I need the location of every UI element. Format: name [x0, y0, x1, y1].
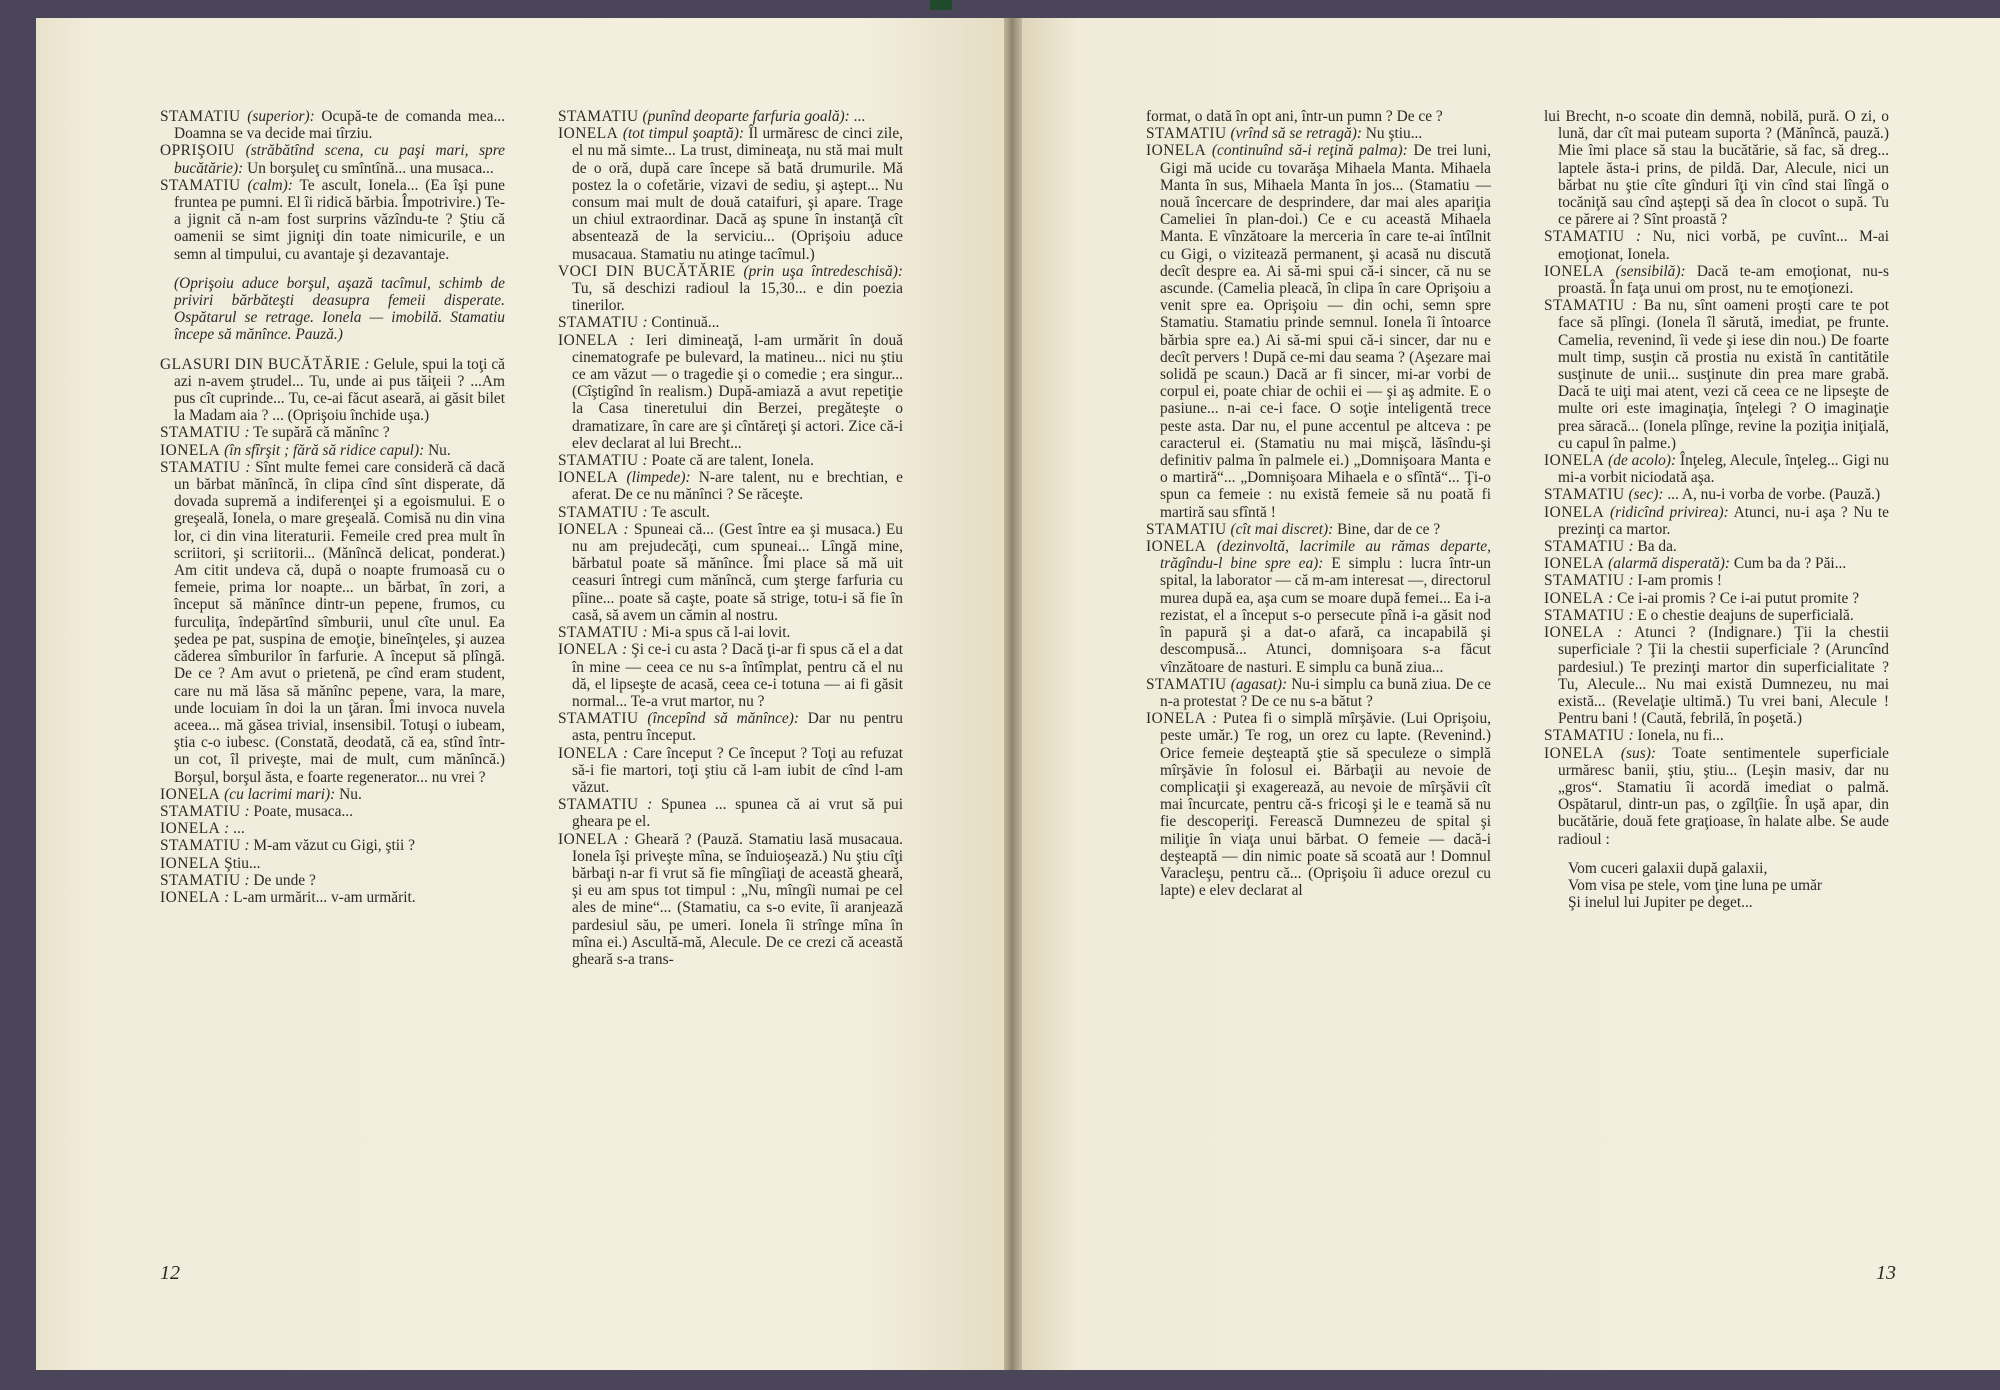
speech-text: Poate că are talent, Ionela.: [647, 452, 814, 470]
speech-text: Înţeleg, Alecule, înţeleg... Gigi nu mi-a vorbit niciodată aşa.: [1558, 452, 1889, 487]
speech-text: Ba nu, sînt oameni proşti care te pot face să plîngi. (Ionela îl sărută, imediat, pe frunte. Camelia, revenind, îi vede şi iese din nou.) De foarte mult timp, susţin că prostia nu există în cantitătile susţinute de unii... susţinute din prea mare grabă. Dacă te uiţi mai atent, vezi că ceea ce ne lipseşte de multe ori este imaginaţia, înţelegi ? O imaginaţie prea săracă... (Ionela plînge, revine la poziţia iniţială, cu capul în palme.): [1558, 297, 1889, 452]
speaker-name: IONELA: [1544, 452, 1605, 470]
speech-text: Atunci, nu-i aşa ? Nu te prezinţi ca martor.: [1558, 503, 1889, 538]
dialogue-line: [558, 108, 903, 125]
speaker-name: IONELA: [558, 125, 619, 143]
dialogue-line: [160, 855, 505, 872]
speech-text: Nu.: [335, 785, 362, 803]
text-column-2: [558, 108, 903, 968]
dialogue-line: [160, 837, 505, 854]
dialogue-line: [1146, 538, 1491, 676]
speaker-direction: (dezinvoltă, lacrimile au rămas departe, trăgîndu-l bine spre ea):: [1160, 538, 1491, 573]
speaker-name: IONELA: [1146, 710, 1207, 728]
speaker-name: STAMATIU: [558, 452, 639, 470]
speaker-name: STAMATIU: [1146, 125, 1227, 143]
dialogue-line: [1544, 624, 1889, 727]
dialogue-line: [160, 177, 505, 263]
dialogue-line: [1146, 710, 1491, 899]
speaker-name: VOCI DIN BUCĂTĂRIE: [558, 262, 736, 280]
speech-text: I-am promis !: [1633, 572, 1723, 590]
speaker-direction: :: [623, 744, 629, 762]
dialogue-line: [1544, 263, 1889, 297]
dialogue-line: [558, 332, 903, 452]
speaker-name: IONELA: [1544, 744, 1605, 762]
speech-text: Ionela, nu fi...: [1633, 727, 1724, 745]
speech-text: Mi-a spus că l-ai lovit.: [647, 624, 791, 642]
dialogue-line: [1544, 228, 1889, 262]
dialogue-line: [1146, 521, 1491, 538]
speaker-name: IONELA: [1544, 589, 1605, 607]
dialogue-line: [1544, 590, 1889, 607]
speaker-name: IONELA: [160, 441, 221, 459]
speech-text: Te supără că mănînc ?: [249, 424, 390, 442]
speaker-name: IONELA: [558, 641, 619, 659]
speaker-name: STAMATIU: [558, 314, 639, 332]
speaker-direction: :: [364, 355, 370, 373]
dialogue-line: [558, 469, 903, 503]
speaker-direction: :: [224, 888, 230, 906]
speaker-direction: (străbătînd scena, cu paşi mari, spre bucătărie):: [174, 142, 506, 177]
speech-text: Spunea ... spunea că ai vrut să pui gheara pe el.: [572, 796, 903, 831]
dialogue-line: [1544, 504, 1889, 538]
speech-text: Nu ştiu...: [1361, 125, 1423, 143]
dialogue-line: [1544, 297, 1889, 452]
speech-text: Te ascult.: [647, 503, 710, 521]
speaker-direction: :: [244, 871, 250, 889]
speaker-direction: (începînd să mănînce):: [647, 710, 799, 728]
speaker-name: IONELA: [160, 888, 221, 906]
dialogue-line: [1544, 452, 1889, 486]
verse-line: Şi inelul lui Jupiter pe deget...: [1568, 894, 1753, 912]
speaker-name: STAMATIU: [558, 796, 639, 814]
speech-text: Putea fi o simplă mîrşăvie. (Lui Oprişoiu, peste umăr.) Te rog, un orez cu lapte. (Revenind.) Orice femeie deşteaptă ştie să speculeze o simplă mîrşăvie în folosul ei. Bărbaţii au nevoie de complicaţii şi exagerează, au nevoie de mîrşăvii cît mai încurcate, pentru că-s fricoşi şi le e teamă să nu fie descoperiţi. Ferească Dumnezeu de spital şi miliţie în viaţa unui bărbat. O femeie — dacă-i deşteaptă — din nimic poate să scoată aur ! Domnul Varacleşu, pentru că... (Oprişoiu îi aduce orezul cu lapte) e elev declarat al: [1160, 710, 1491, 900]
speaker-name: STAMATIU: [160, 108, 241, 125]
speech-text: De unde ?: [249, 871, 316, 889]
continued-speech: lui Brecht, n-o scoate din demnă, nobilă, pură. O zi, o lună, dar cît mai puteam suporta ? (Mănîncă, pauză.) Mie îmi place să stau la bucătărie, să fac, să dreg... laptele ăsta-i prins, de pildă. Dar, Alecule, nici un bărbat nu ştie cîte gînduri îţi vin cînd stai lîngă o tocăniţă sau cînd aştepţi să dea în clocot o supă. Tu ce părere ai ? Sînt proastă ?: [1544, 108, 1889, 229]
speech-text: Cum ba da ? Păi...: [1729, 555, 1847, 573]
speaker-name: STAMATIU: [558, 108, 639, 125]
speaker-direction: :: [1628, 727, 1634, 745]
speech-text: Şi ce-i cu asta ? Dacă ţi-ar fi spus că el a dat în mine — ceea ce nu s-a întîmplat, pentru că el nu dă, el lipseşte de acasă, ceea ce-i totuna — ai fi găsit normal... Te-a vrut martor, nu ?: [572, 641, 903, 710]
speaker-name: STAMATIU: [558, 503, 639, 521]
speech-text: N-are talent, nu e brechtian, e aferat. De ce nu mănînci ? Se răceşte.: [572, 469, 903, 504]
speaker-direction: :: [1631, 297, 1637, 315]
speaker-direction: (calm):: [247, 176, 293, 194]
speech-text: Toate sentimentele superficiale urmăresc banii, ştiu, ştiu... (Leşin masiv, dar nu „gros“. Stamatiu îi acordă imediat o palmă. Ospătarul, dintr-un pas, o zgîlţîie. În uşă apar, din bucătărie, două fete graţioase, în halate albe. Se aude radioul :: [1558, 744, 1889, 848]
ribbon-bookmark: [930, 0, 952, 10]
dialogue-line: [1544, 486, 1889, 503]
speaker-direction: :: [1628, 572, 1634, 590]
speaker-direction: (de acolo):: [1608, 452, 1677, 470]
speaker-direction: :: [1212, 710, 1218, 728]
speech-text: E o chestie deajuns de superficială.: [1633, 606, 1854, 624]
dialogue-line: [1544, 538, 1889, 555]
speaker-name: STAMATIU: [1146, 675, 1227, 693]
dialogue-line: [160, 786, 505, 803]
speaker-direction: :: [642, 314, 648, 332]
speaker-direction: (punînd deoparte farfuria goală):: [642, 108, 850, 125]
dialogue-line: [558, 745, 903, 797]
speaker-direction: :: [1608, 589, 1614, 607]
speech-text: Gelule, spui la toţi că azi n-avem ştrudel... Tu, unde ai pus tăiţeii ? ...Am pus cît cuprinde... Tu, ce-ai făcut aseară, ai găsit bilet la Madam aia ? ... (Oprişoiu închide uşa.): [174, 355, 505, 425]
speaker-name: STAMATIU: [558, 624, 639, 642]
speaker-direction: :: [1628, 538, 1634, 556]
speaker-direction: (vrînd să se retragă):: [1230, 125, 1362, 143]
dialogue-line: [1544, 745, 1889, 848]
dialogue-line: [1544, 555, 1889, 572]
speech-text: Nu, nici vorbă, pe cuvînt... M-ai emoţionat, Ionela.: [1558, 228, 1889, 263]
speaker-direction: (sus):: [1620, 744, 1656, 762]
speaker-direction: :: [1617, 624, 1623, 642]
dialogue-line: [160, 803, 505, 820]
speaker-direction: (în sfîrşit ; fără să ridice capul):: [224, 441, 425, 459]
cover-edge-top: [0, 0, 2000, 18]
speech-text: Ce i-ai promis ? Ce i-ai putut promite ?: [1613, 589, 1860, 607]
speaker-name: IONELA: [1544, 262, 1605, 280]
speech-text: Un borşuleţ cu smîntînă... una musaca...: [243, 159, 494, 177]
dialogue-line: [558, 263, 903, 315]
speech-text: Bine, dar de ce ?: [1333, 520, 1441, 538]
speaker-name: IONELA: [160, 820, 221, 838]
speaker-name: IONELA: [558, 830, 619, 848]
speaker-direction: :: [642, 503, 648, 521]
speaker-direction: :: [647, 796, 653, 814]
speaker-direction: :: [1636, 228, 1642, 246]
dialogue-line: [558, 641, 903, 710]
speaker-name: STAMATIU: [1544, 606, 1625, 624]
speaker-direction: :: [244, 424, 250, 442]
dialogue-line: [160, 424, 505, 441]
speaker-name: IONELA: [558, 520, 619, 538]
speech-text: Ieri dimineaţă, l-am urmărit în două cinematografe pe bulevard, la matineu... nici nu ştiu ce am văzut — o tragedie şi o comedie ; era singur... (Cîştigînd în realism.) După-amiază a avut repetiţie la Casa tineretului din Berzei, pregăteşte o dramatizare, în care are şi cîntăreţi şi actori. Zice că-i elev declarat al lui Brecht...: [572, 331, 903, 452]
dialogue-line: [1146, 125, 1491, 142]
speaker-direction: :: [244, 837, 250, 855]
speech-text: Dar nu pentru asta, pentru început.: [572, 710, 903, 745]
speaker-name: STAMATIU: [160, 871, 241, 889]
speaker-name: STAMATIU: [1544, 297, 1625, 315]
dialogue-line: [558, 831, 903, 969]
speaker-direction: :: [629, 331, 635, 349]
speaker-name: IONELA: [160, 854, 221, 872]
dialogue-line: [160, 108, 505, 142]
dialogue-line: [558, 710, 903, 744]
speaker-name: IONELA: [558, 469, 619, 487]
continued-speech: format, o dată în opt ani, într-un pumn ? De ce ?: [1146, 108, 1443, 125]
speaker-direction: (prin uşa întredeschisă):: [743, 262, 903, 280]
speech-text: Tu, să deschizi radioul la 15,30... e din poezia tinerilor.: [572, 280, 903, 315]
dialogue-line: [1146, 142, 1491, 520]
dialogue-line: [1544, 607, 1889, 624]
dialogue-line: [160, 356, 505, 425]
speech-text: Dacă te-am emoţionat, nu-s proastă. În faţa unui om prost, nu te emoţionezi.: [1558, 262, 1889, 298]
speaker-name: STAMATIU: [1544, 228, 1625, 246]
speaker-name: IONELA: [1146, 538, 1207, 556]
speaker-direction: :: [623, 830, 630, 848]
speech-text: ...: [849, 108, 866, 125]
stage-direction: (Oprişoiu aduce borşul, aşază tacîmul, schimb de priviri bărbăteşti deasupra femeii disperate. Ospătarul se retrage. Ionela — imobilă. Stamatiu începe să mănînce. Pauză.): [174, 274, 505, 344]
speech-text: E simplu : lucra într-un spital, la laborator — că m-am interesat —, directorul murea după ea, aşa cum se moare după femei... Ea i-a rezistat, el a început s-o persecute pînă i-a găsit nod în papură şi a dat-o afară, ca incapabilă şi descompusă... Atunci, domnişoara s-a făcut vînzătoare de nasturi. E simplu ca bună ziua...: [1160, 555, 1491, 676]
speaker-name: IONELA: [558, 331, 619, 349]
speech-text: Care început ? Ce început ? Toţi au refuzat să-i fie martori, toţi ştiu că l-am iubit de cînd l-am văzut.: [572, 744, 903, 796]
speech-text: M-am văzut cu Gigi, ştii ?: [249, 837, 415, 855]
speaker-direction: (ridicînd privirea):: [1609, 503, 1729, 521]
dialogue-line: [558, 125, 903, 263]
speaker-name: IONELA: [160, 785, 221, 803]
speech-text: Atunci ? (Indignare.) Ţii la chestii superficiale ? Ţii la chestii superficiale ? (Aruncînd pardesiul.) Te prezinţi martor din superficialitate ? Tu, Alecule... Nu mai există Dumnezeu, nu mai există... (Revelaţie ultimă.) Tu vrei bani, Alecule ! Pentru bani ! (Caută, febrilă, în poşetă.): [1558, 624, 1889, 728]
dialogue-line: [558, 624, 903, 641]
book-gutter: [1004, 18, 1022, 1370]
speaker-name: STAMATIU: [160, 458, 241, 476]
speech-text: Poate, musaca...: [249, 802, 354, 820]
dialogue-line: [558, 504, 903, 521]
speaker-direction: :: [622, 641, 628, 659]
speaker-name: STAMATIU: [1544, 486, 1625, 504]
speaker-name: STAMATIU: [1544, 727, 1625, 745]
speech-text: Ocupă-te de comanda mea... Doamna se va decide mai tîrziu.: [174, 108, 506, 143]
speaker-name: STAMATIU: [160, 837, 241, 855]
speaker-direction: :: [224, 820, 230, 838]
speaker-direction: (agasat):: [1230, 675, 1288, 693]
speaker-name: GLASURI DIN BUCĂTĂRIE: [160, 355, 361, 373]
text-column-4: [1544, 108, 1889, 911]
dialogue-line: [1146, 676, 1491, 710]
speaker-direction: (cît mai discret):: [1230, 520, 1334, 538]
dialogue-line: [160, 442, 505, 459]
speech-text: Spuneai că... (Gest între ea şi musaca.) Eu nu am prejudecăţi, cum spuneai... Lîngă mine, bărbatul poate să mănînce. Îmi place să mă uit ceasuri întregi cum mănîncă, cum şterge farfuria cu pîine... poate să caşte, poate să strige, totu-i să fie în casă, să avem un cămin al nostru.: [572, 520, 903, 624]
speaker-name: STAMATIU: [1544, 572, 1625, 590]
speech-text: Sînt multe femei care consideră că dacă un bărbat mănîncă, în clipa cînd sînt disperate, dă dovada supremă a indiferenţei şi a egoismului. E o greşeală, Ionela, o mare greşeală. Comisă nu din vina lor, ci din vina literaturii. Femeile cred prea mult în scriitori, şi scriitorii... (Mănîncă delicat, ponderat.) Am citit undeva că, după o noapte frumoasă cu o femeie, prima lor noapte... un bărbat, în zori, a început să mănînce dintr-un pepene, frumos, cu furculiţa, îndepărtînd sîmburii, unul cîte unul. Ea şedea pe pat, suspina de emoţie, bineînţeles, şi auzea căderea sîmburilor în farfurie. A început să plîngă. De ce ? Am avut o prietenă, pe cînd eram student, care nu mă lăsa să mănînc pepene, vara, la mare, unde locuiam în doi la un ţăran. Îmi invoca nuvela aceea... mă găsea trivial, insensibil. Totuşi o iubeam, ştia c-o iubesc. (Constată, deodată, că ea, stînd într-un cot, îl priveşte, mai de mult, cum mănîncă.) Borşul, borşul ăsta, e foarte regenerator... nu vrei ?: [174, 458, 505, 786]
speaker-name: IONELA: [558, 744, 619, 762]
speaker-name: STAMATIU: [1146, 520, 1227, 538]
speaker-direction: (tot timpul şoaptă):: [622, 125, 744, 143]
page-number-right: 13: [1876, 1262, 1896, 1284]
speaker-name: STAMATIU: [160, 424, 241, 442]
speaker-name: OPRIŞOIU: [160, 142, 235, 160]
speaker-name: IONELA: [1544, 555, 1605, 573]
dialogue-line: [160, 820, 505, 837]
dialogue-line: [558, 796, 903, 830]
speech-text: Continuă...: [647, 314, 720, 332]
cover-edge-bottom: [0, 1370, 2000, 1390]
speech-text: L-am urmărit... v-am urmărit.: [229, 888, 416, 906]
dialogue-line: [160, 459, 505, 786]
speaker-name: STAMATIU: [1544, 538, 1625, 556]
speech-text: ... A, nu-i vorba de vorbe. (Pauză.): [1663, 486, 1881, 504]
speech-text: ...: [229, 820, 245, 838]
speaker-name: STAMATIU: [160, 802, 241, 820]
dialogue-line: [160, 889, 505, 906]
dialogue-line: [1544, 727, 1889, 744]
speaker-direction: (alarmă disperată):: [1608, 555, 1730, 573]
speaker-direction: (limpede):: [626, 469, 691, 487]
speech-text: Nu.: [424, 441, 451, 459]
speaker-name: IONELA: [1544, 624, 1605, 642]
speech-text: Gheară ? (Pauză. Stamatiu lasă musacaua. Ionela îşi priveşte mîna, se înduioşează.) Nu ştiu cîţi bărbaţi n-ar fi vrut să fie mîngîiaţi de această gheară, şi eu am spus tot timpul : „Nu, mîngîi numai pe cel ales de mine“... (Stamatiu, ca s-o evite, îi aranjează pardesiul său, pe umeri. Ionela îi strînge mîna în mîna ei.) Ascultă-mă, Alecule. De ce crezi că această gheară s-a trans-: [572, 830, 903, 968]
speaker-direction: :: [623, 520, 629, 538]
dialogue-line: [558, 314, 903, 331]
speaker-direction: :: [245, 458, 251, 476]
speaker-name: STAMATIU: [160, 176, 241, 194]
page-number-left: 12: [160, 1262, 180, 1284]
speaker-direction: (cu lacrimi mari):: [224, 785, 336, 803]
speaker-direction: (sensibilă):: [1615, 262, 1686, 280]
speaker-name: IONELA: [1544, 503, 1605, 521]
speaker-direction: :: [244, 802, 250, 820]
text-column-1: [160, 108, 505, 906]
text-column-3: [1146, 108, 1491, 899]
speech-text: Nu-i simplu ca bună ziua. De ce n-a protestat ? De ce nu s-a bătut ?: [1160, 675, 1491, 710]
speaker-direction: (continuînd să-i reţină palma):: [1211, 142, 1408, 160]
speech-text: Ştiu...: [224, 854, 261, 872]
dialogue-line: [160, 872, 505, 889]
speech-text: Ba da.: [1633, 538, 1677, 556]
speaker-name: STAMATIU: [558, 710, 639, 728]
speech-text: Îl urmăresc de cinci zile, el nu mă simte... La trust, dimineaţa, nu stă mai mult de o oră, după care începe să bată drumurile. Mă postez la o cofetărie, vizavi de sediu, şi aştept... Nu consum mai mult de două cataifuri, şi apare. Trage un chiul extraordinar. Dacă aş spune în instanţă cît absentează de la serviciu... (Oprişoiu aduce musacaua. Stamatiu nu atinge tacîmul.): [572, 125, 903, 263]
verse-line: Vom cuceri galaxii după galaxii,: [1568, 859, 1768, 877]
speaker-direction: :: [1628, 606, 1634, 624]
speaker-direction: :: [642, 624, 648, 642]
speech-text: De trei luni, Gigi mă ucide cu tovarăşa Mihaela Manta. Mihaela Manta în sus, Mihaela Manta în jos... (Stamatiu — nouă încercare de desprindere, dar mai ales apariţia Cameliei în plan-doi.) Ce e cu această Mihaela Manta. E vînzătoare la merceria în care te-ai întîlnit cu Gigi, o vizitează permanent, şi acasă nu discută decît despre ea. Ai să-mi spui că-i sincer, că nu se ascunde. (Camelia pleacă, în clipa în care Oprişoiu a venit spre ea. Oprişoiu — din ochi, semn spre Stamatiu. Stamatiu prinde semnul. Ionela îi întoarce bărbia spre ea.) Ai să-mi spui că-i sincer, dar nu e decît pervers ! După ce-mi dau seama ? (Aşezare mai solidă pe scaun.) Dacă ar fi sincer, mi-ar vorbi de corpul ei, poate chiar de ochii ei — şi aş admite. E o pasiune... n-ai ce-i face. O soţie inteligentă trece peste asta. Dar nu, el pune accentul pe altceva : pe caracterul ei. (Stamatiu nu mai mişcă, lăsîndu-şi definitiv palma în palmele ei.) „Domnişoara Manta e o martiră“... „Domnişoara Mihaela e o sfîntă“... Ţi-o spun ca femeie : nu există femeie să nu poată fi martiră sau sfîntă !: [1160, 142, 1491, 521]
dialogue-line: [558, 452, 903, 469]
dialogue-line: [160, 142, 505, 176]
speech-text: Te ascult, Ionela... (Ea îşi pune fruntea pe pumni. El îi ridică bărbia. Împotrivire.) Te-a jignit că n-am fost surprins văzîndu-te ? Ştiu că oamenii se simt jigniţi din toate nimicurile, e un semn al timpului, cu avantaje şi dezavantaje.: [174, 176, 505, 263]
verse-line: Vom visa pe stele, vom ţine luna pe umăr: [1568, 876, 1823, 894]
speaker-direction: :: [642, 452, 648, 470]
speaker-direction: (sec):: [1628, 486, 1664, 504]
dialogue-line: [1544, 572, 1889, 589]
speaker-direction: (superior):: [247, 108, 315, 125]
dialogue-line: [558, 521, 903, 624]
speaker-name: IONELA: [1146, 142, 1207, 160]
cover-edge-left: [0, 0, 36, 1390]
